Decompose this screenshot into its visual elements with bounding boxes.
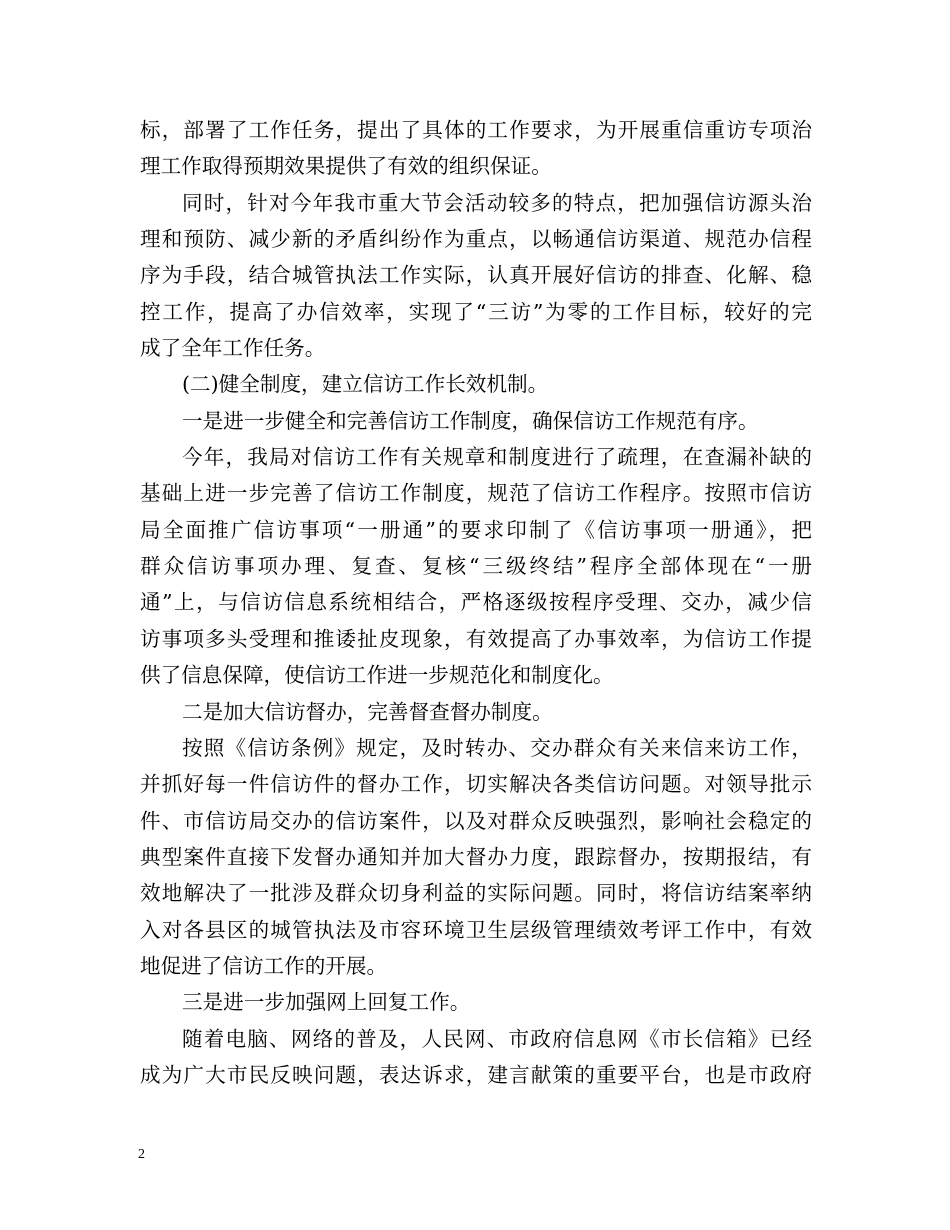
text-line: 二是加大信访督办，完善督查督办制度。 [182, 699, 553, 724]
text-line: 成为广大市民反映问题，表达诉求，建言献策的重要平台，也是市政府 [140, 1062, 812, 1087]
text-line: 典型案件直接下发督办通知并加大督办力度，跟踪督办，按期报结，有 [140, 844, 812, 869]
text-line: 局全面推广信访事项“一册通”的要求印制了《信访事项一册通》，把 [140, 517, 812, 542]
text-line: 群众信访事项办理、复查、复核“三级终结”程序全部体现在“一册 [140, 554, 812, 579]
text-line: 供了信息保障，使信访工作进一步规范化和制度化。 [140, 663, 614, 688]
text-line: 入对各县区的城管执法及市容环境卫生层级管理绩效考评工作中，有效 [140, 917, 812, 942]
text-line: 地促进了信访工作的开展。 [140, 953, 388, 978]
text-line: 理工作取得预期效果提供了有效的组织保证。 [140, 154, 552, 179]
text-line: 访事项多头受理和推诿扯皮现象，有效提高了办事效率，为信访工作提 [140, 626, 812, 651]
text-line: 随着电脑、网络的普及，人民网、市政府信息网《市长信箱》已经 [182, 1026, 812, 1051]
text-line: 成了全年工作任务。 [140, 336, 326, 361]
page-number: 2 [138, 1147, 145, 1162]
text-line: 效地解决了一批涉及群众切身利益的实际问题。同时，将信访结案率纳 [140, 881, 812, 906]
document-body [140, 112, 812, 1093]
text-line: 标，部署了工作任务，提出了具体的工作要求，为开展重信重访专项治 [140, 118, 812, 142]
text-line: 三是进一步加强网上回复工作。 [182, 990, 471, 1015]
text-line: 件、市信访局交办的信访案件，以及对群众反映强烈，影响社会稳定的 [140, 808, 812, 833]
text-line: 今年，我局对信访工作有关规章和制度进行了疏理，在查漏补缺的 [182, 445, 812, 470]
text-line: 通”上，与信访信息系统相结合，严格逐级按程序受理、交办，减少信 [140, 590, 812, 615]
text-line: 理和预防、减少新的矛盾纠纷作为重点，以畅通信访渠道、规范办信程 [140, 227, 812, 252]
text-line: 基础上进一步完善了信访工作制度，规范了信访工作程序。按照市信访 [140, 481, 812, 506]
text-line: 控工作，提高了办信效率，实现了“三访”为零的工作目标，较好的完 [140, 299, 812, 324]
text-line: (二)健全制度，建立信访工作长效机制。 [182, 372, 549, 397]
text-line: 同时，针对今年我市重大节会活动较多的特点，把加强信访源头治 [182, 190, 812, 215]
text-line: 按照《信访条例》规定，及时转办、交办群众有关来信来访工作， [182, 735, 812, 760]
text-line: 一是进一步健全和完善信访工作制度，确保信访工作规范有序。 [182, 408, 759, 433]
text-line: 序为手段，结合城管执法工作实际，认真开展好信访的排查、化解、稳 [140, 263, 812, 288]
text-line: 并抓好每一件信访件的督办工作，切实解决各类信访问题。对领导批示 [140, 772, 812, 797]
